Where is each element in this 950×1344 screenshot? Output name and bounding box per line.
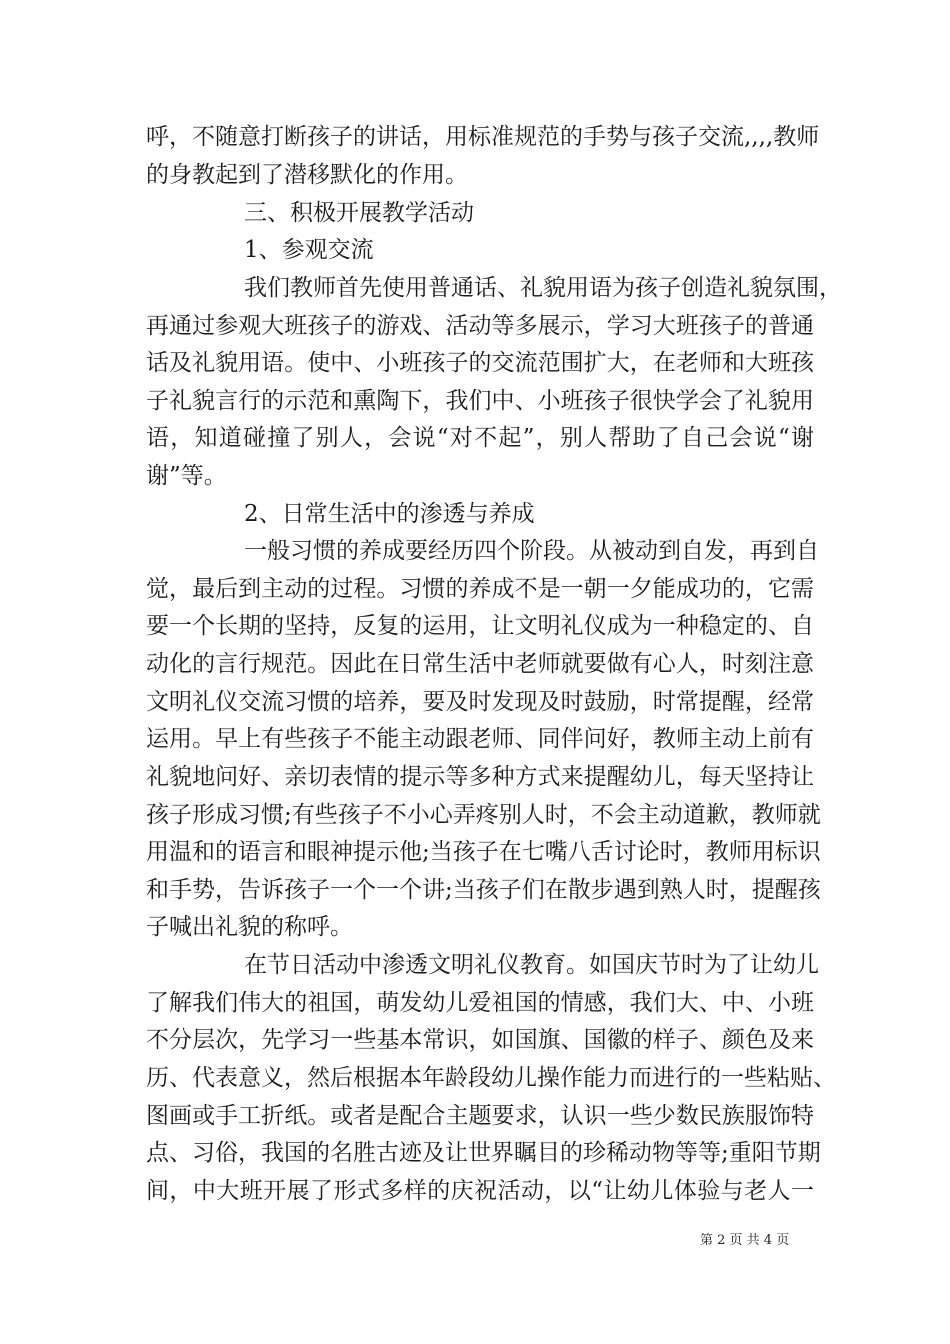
text-line: 点、习俗，我国的名胜古迹及让世界瞩目的珍稀动物等等;重阳节期: [146, 1140, 821, 1166]
text-line: 语，知道碰撞了别人，会说“对不起”，别人帮助了自己会说“谢: [146, 425, 814, 451]
text-line: 子喊出礼貌的称呼。: [146, 914, 353, 940]
text-line: 觉，最后到主动的过程。习惯的养成不是一朝一夕能成功的，它需: [146, 576, 814, 602]
section-heading: 三、积极开展教学活动: [244, 200, 474, 226]
text-line: 我们教师首先使用普通话、礼貌用语为孩子创造礼貌氛围，: [244, 275, 842, 301]
text-line: 和手势，告诉孩子一个一个讲;当孩子们在散步遇到熟人时，提醒孩: [146, 877, 821, 903]
text-line: 用温和的语言和眼神提示他;当孩子在七嘴八舌讨论时，教师用标识: [146, 839, 821, 865]
text-line: 一般习惯的养成要经历四个阶段。从被动到自发，再到自: [244, 538, 819, 564]
text-line: 礼貌地问好、亲切表情的提示等多种方式来提醒幼儿，每天坚持让: [146, 764, 814, 790]
subsection-heading: 1、参观交流: [244, 237, 374, 263]
text-line: 在节日活动中渗透文明礼仪教育。如国庆节时为了让幼儿: [244, 952, 819, 978]
text-line: 再通过参观大班孩子的游戏、活动等多展示，学习大班孩子的普通: [146, 313, 814, 339]
text-line: 运用。早上有些孩子不能主动跟老师、同伴问好，教师主动上前有: [146, 726, 814, 752]
text-line: 图画或手工折纸。或者是配合主题要求，认识一些少数民族服饰特: [146, 1103, 814, 1129]
page-number: 第 2 页 共 4 页: [700, 1233, 790, 1248]
text-line: 间，中大班开展了形式多样的庆祝活动，以“让幼儿体验与老人一: [146, 1178, 814, 1204]
text-line: 呼，不随意打断孩子的讲话，用标准规范的手势与孩子交流,,,,教师: [146, 124, 820, 150]
text-line: 子礼貌言行的示范和熏陶下，我们中、小班孩子很快学会了礼貌用: [146, 388, 814, 414]
text-line: 历、代表意义，然后根据本年龄段幼儿操作能力而进行的一些粘贴、: [146, 1065, 836, 1091]
text-line: 要一个长期的坚持，反复的运用，让文明礼仪成为一种稳定的、自: [146, 613, 814, 639]
text-line: 动化的言行规范。因此在日常生活中老师就要做有心人，时刻注意: [146, 651, 814, 677]
text-line: 谢”等。: [146, 463, 227, 489]
text-line: 的身教起到了潜移默化的作用。: [146, 162, 468, 188]
text-line: 不分层次，先学习一些基本常识，如国旗、国徽的样子、颜色及来: [146, 1027, 814, 1053]
subsection-heading: 2、日常生活中的渗透与养成: [244, 501, 535, 527]
text-line: 了解我们伟大的祖国，萌发幼儿爱祖国的情感，我们大、中、小班: [146, 990, 814, 1016]
text-line: 文明礼仪交流习惯的培养，要及时发现及时鼓励，时常提醒，经常: [146, 689, 814, 715]
text-line: 孩子形成习惯;有些孩子不小心弄疼别人时，不会主动道歉，教师就: [146, 802, 821, 828]
text-line: 话及礼貌用语。使中、小班孩子的交流范围扩大，在老师和大班孩: [146, 350, 814, 376]
